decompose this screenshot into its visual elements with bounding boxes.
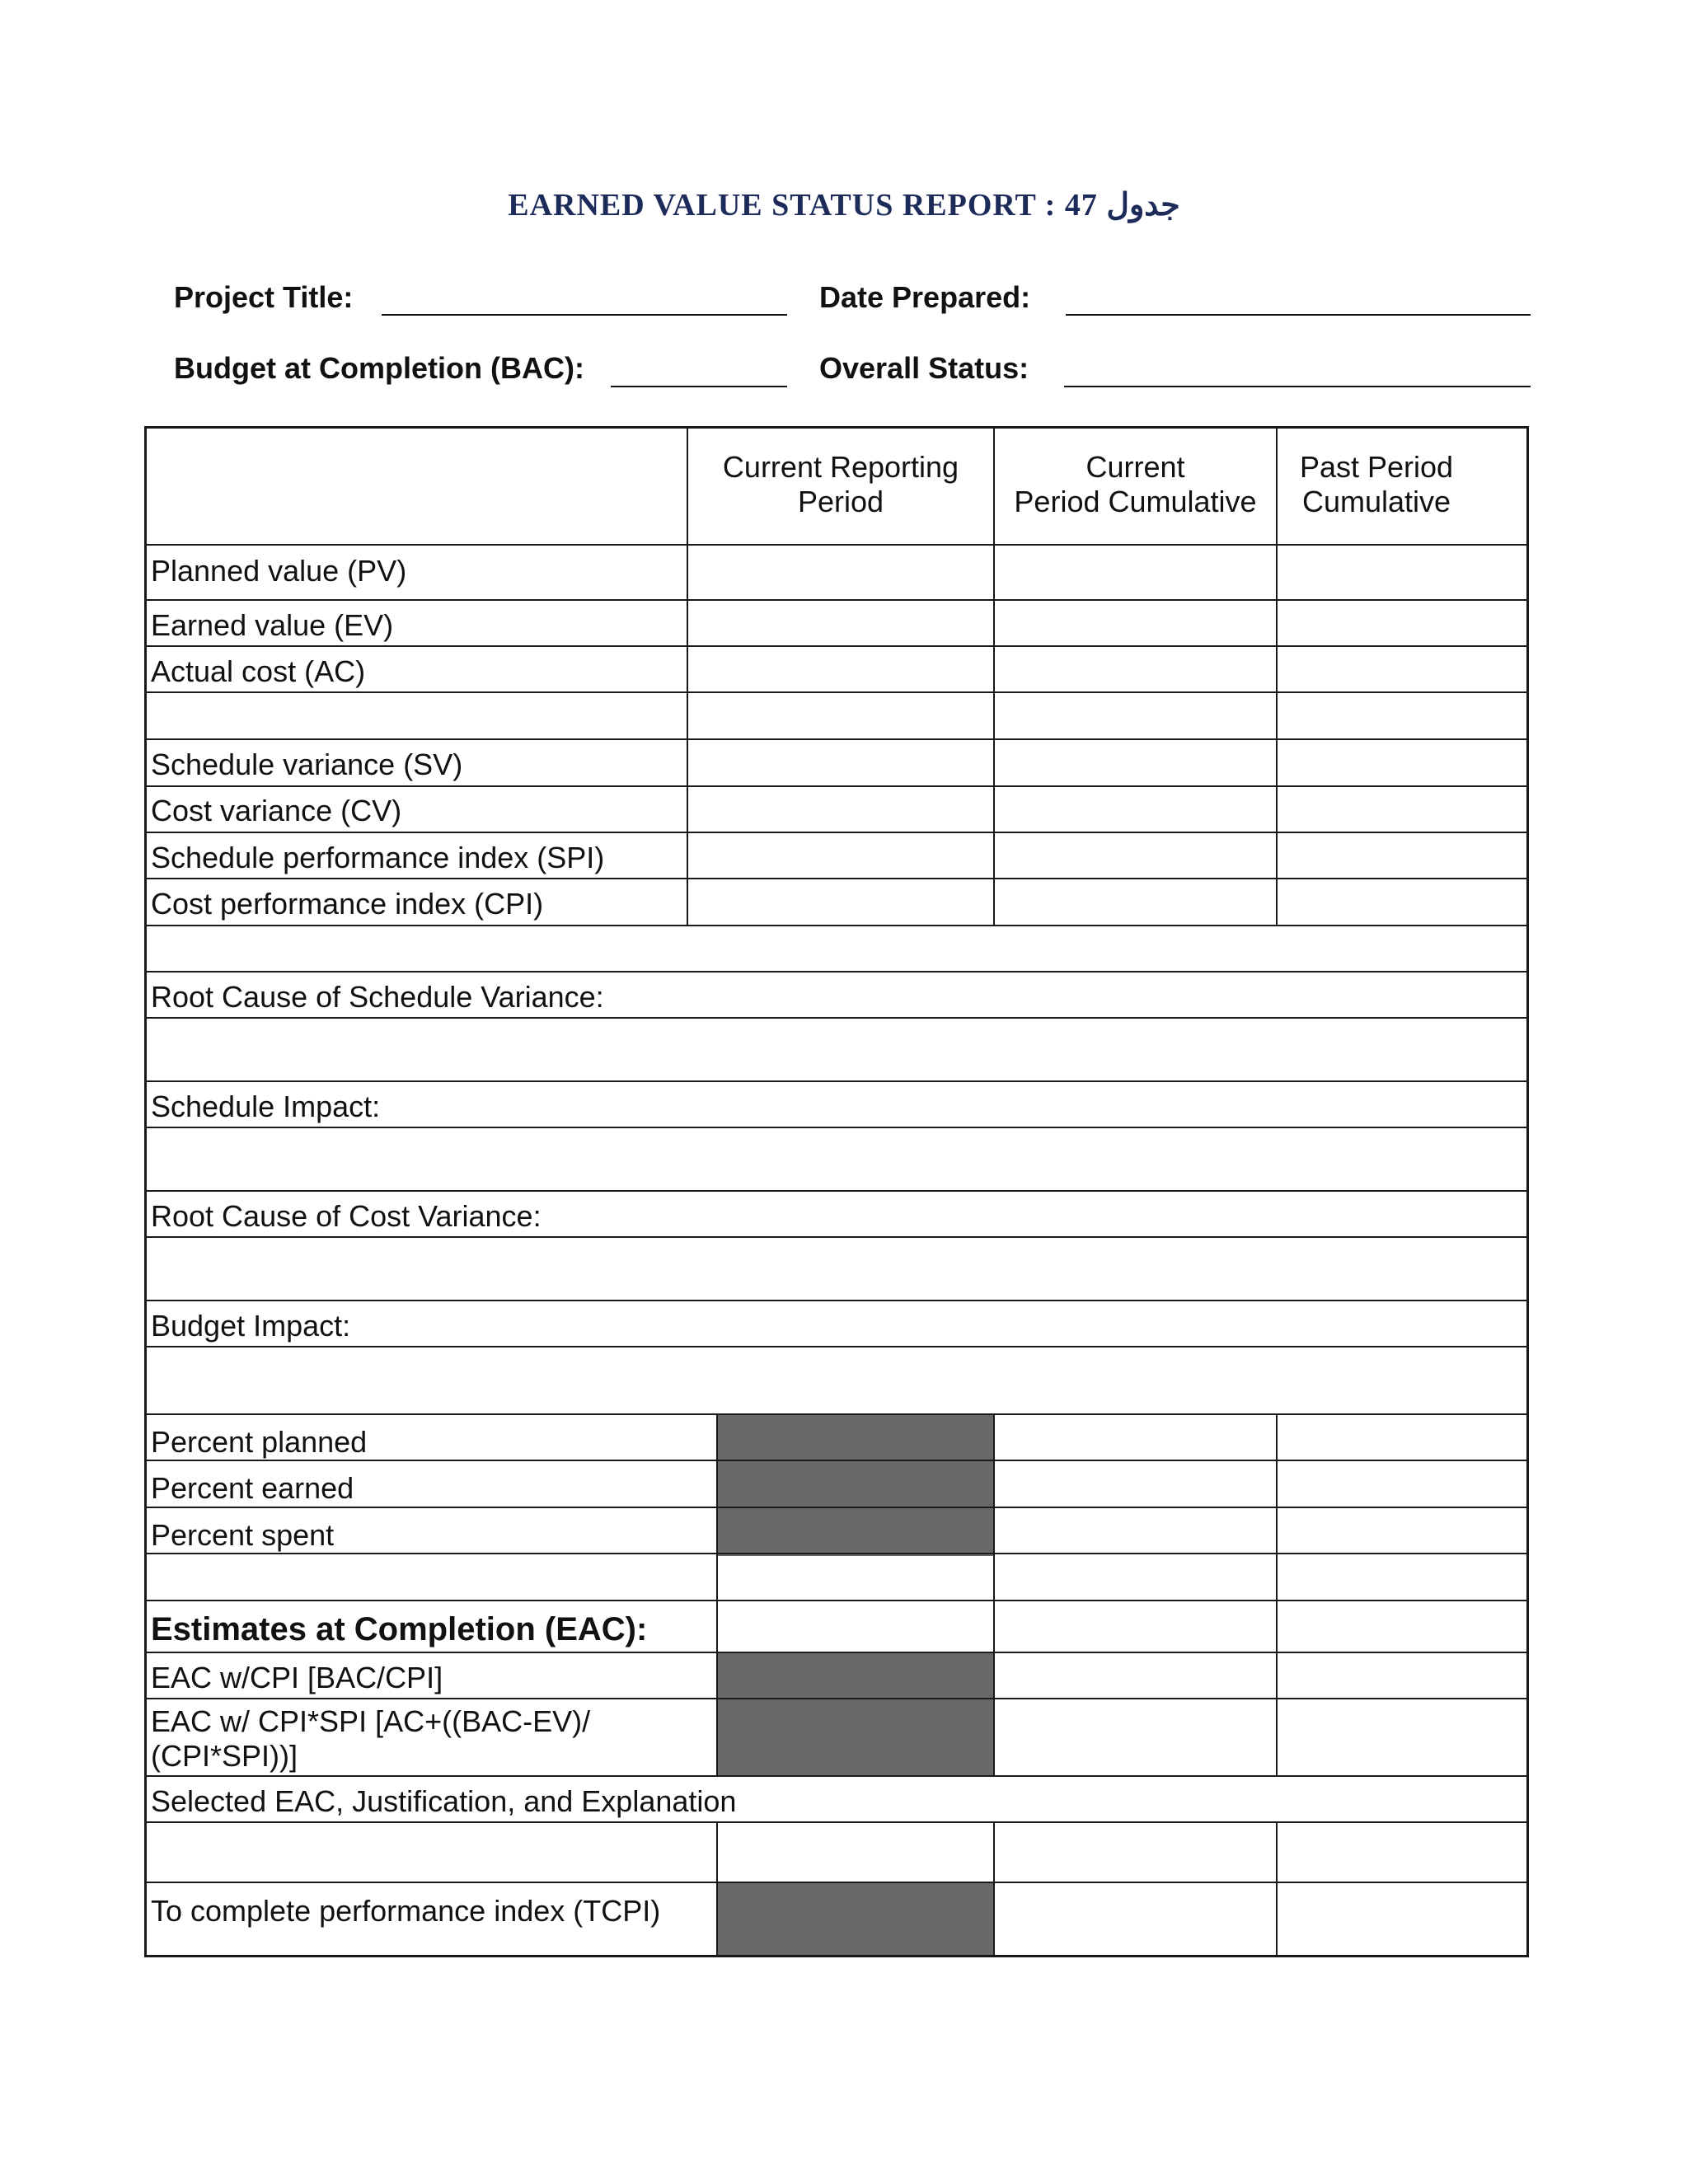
table-rule [144,544,1529,546]
report-title: EARNED VALUE STATUS REPORT : 47 جدول [508,188,1180,223]
bac-label: Budget at Completion (BAC): [174,351,584,385]
shaded-cell [718,1414,994,1556]
table-rule [716,1413,718,1775]
row-label-selected-eac: Selected EAC, Justification, and Explanation [151,1784,737,1818]
table-rule [144,426,147,1957]
row-label-percent-earned: Percent earned [151,1471,354,1505]
column-header-current-reporting-period: Current Reporting Period [722,450,959,518]
table-rule [144,1507,1529,1508]
row-label-percent-planned: Percent planned [151,1425,368,1459]
row-label-cv: Cost variance (CV) [151,794,402,827]
column-header-current-period-cumulative: Current Period Cumulative [1014,450,1257,518]
row-label-percent-spent: Percent spent [151,1518,335,1552]
table-rule [144,1698,1529,1699]
table-rule [144,1775,1529,1777]
table-rule [144,599,1529,601]
table-rule [144,1460,1529,1461]
table-rule [144,1652,1529,1653]
column-header-past-period-cumulative: Past Period Cumulative [1299,450,1454,518]
table-rule [144,1553,1529,1554]
table-rule [144,691,1529,693]
row-label-cpi: Cost performance index (CPI) [151,887,544,921]
table-rule [716,1821,718,1955]
table-rule [144,1127,1529,1128]
shaded-cell [718,1653,994,1777]
row-label-root-cause-cost-variance: Root Cause of Cost Variance: [151,1199,542,1233]
overall-status-field[interactable] [1064,386,1531,387]
table-rule [993,1821,995,1955]
table-rule [144,1300,1529,1301]
table-rule [144,832,1529,833]
table-rule [144,1017,1529,1019]
table-rule [144,738,1529,740]
table-rule [144,1882,1529,1883]
table-rule [144,645,1529,647]
row-label-tcpi: To complete performance index (TCPI) [151,1894,661,1928]
row-label-eac-heading: Estimates at Completion (EAC): [151,1611,648,1647]
table-rule [144,1955,1529,1957]
date-prepared-field[interactable] [1066,314,1531,316]
row-label-ac: Actual cost (AC) [151,654,366,688]
row-label-eac-cpi: EAC w/CPI [BAC/CPI] [151,1661,443,1694]
table-rule [993,1413,995,1775]
row-label-budget-impact: Budget Impact: [151,1309,351,1343]
table-rule [144,1821,1529,1823]
row-label-eac-cpi-spi-line2: (CPI*SPI))] [151,1739,298,1773]
table-rule [144,785,1529,787]
project-title-label: Project Title: [174,280,354,314]
row-label-schedule-impact: Schedule Impact: [151,1090,381,1123]
shaded-cell [718,1883,994,1957]
row-label-sv: Schedule variance (SV) [151,748,463,781]
bac-field[interactable] [611,386,787,387]
table-rule [144,1190,1529,1192]
table-rule [144,1600,1529,1601]
row-label-pv: Planned value (PV) [151,554,407,588]
table-rule [1276,1821,1278,1955]
table-rule [144,925,1529,926]
table-rule [144,1236,1529,1238]
project-title-field[interactable] [382,314,787,316]
table-rule [144,878,1529,879]
row-label-spi: Schedule performance index (SPI) [151,841,605,874]
table-rule [144,1346,1529,1347]
table-rule [1526,426,1529,1957]
overall-status-label: Overall Status: [819,351,1029,385]
table-rule [144,971,1529,972]
table-rule [144,426,1529,429]
date-prepared-label: Date Prepared: [819,280,1031,314]
table-rule [1276,1413,1278,1775]
row-label-ev: Earned value (EV) [151,608,394,642]
row-label-root-cause-schedule-variance: Root Cause of Schedule Variance: [151,980,604,1014]
table-rule [144,1080,1529,1082]
row-label-eac-cpi-spi-line1: EAC w/ CPI*SPI [AC+((BAC-EV)/ [151,1704,591,1738]
table-rule [144,1413,1529,1415]
